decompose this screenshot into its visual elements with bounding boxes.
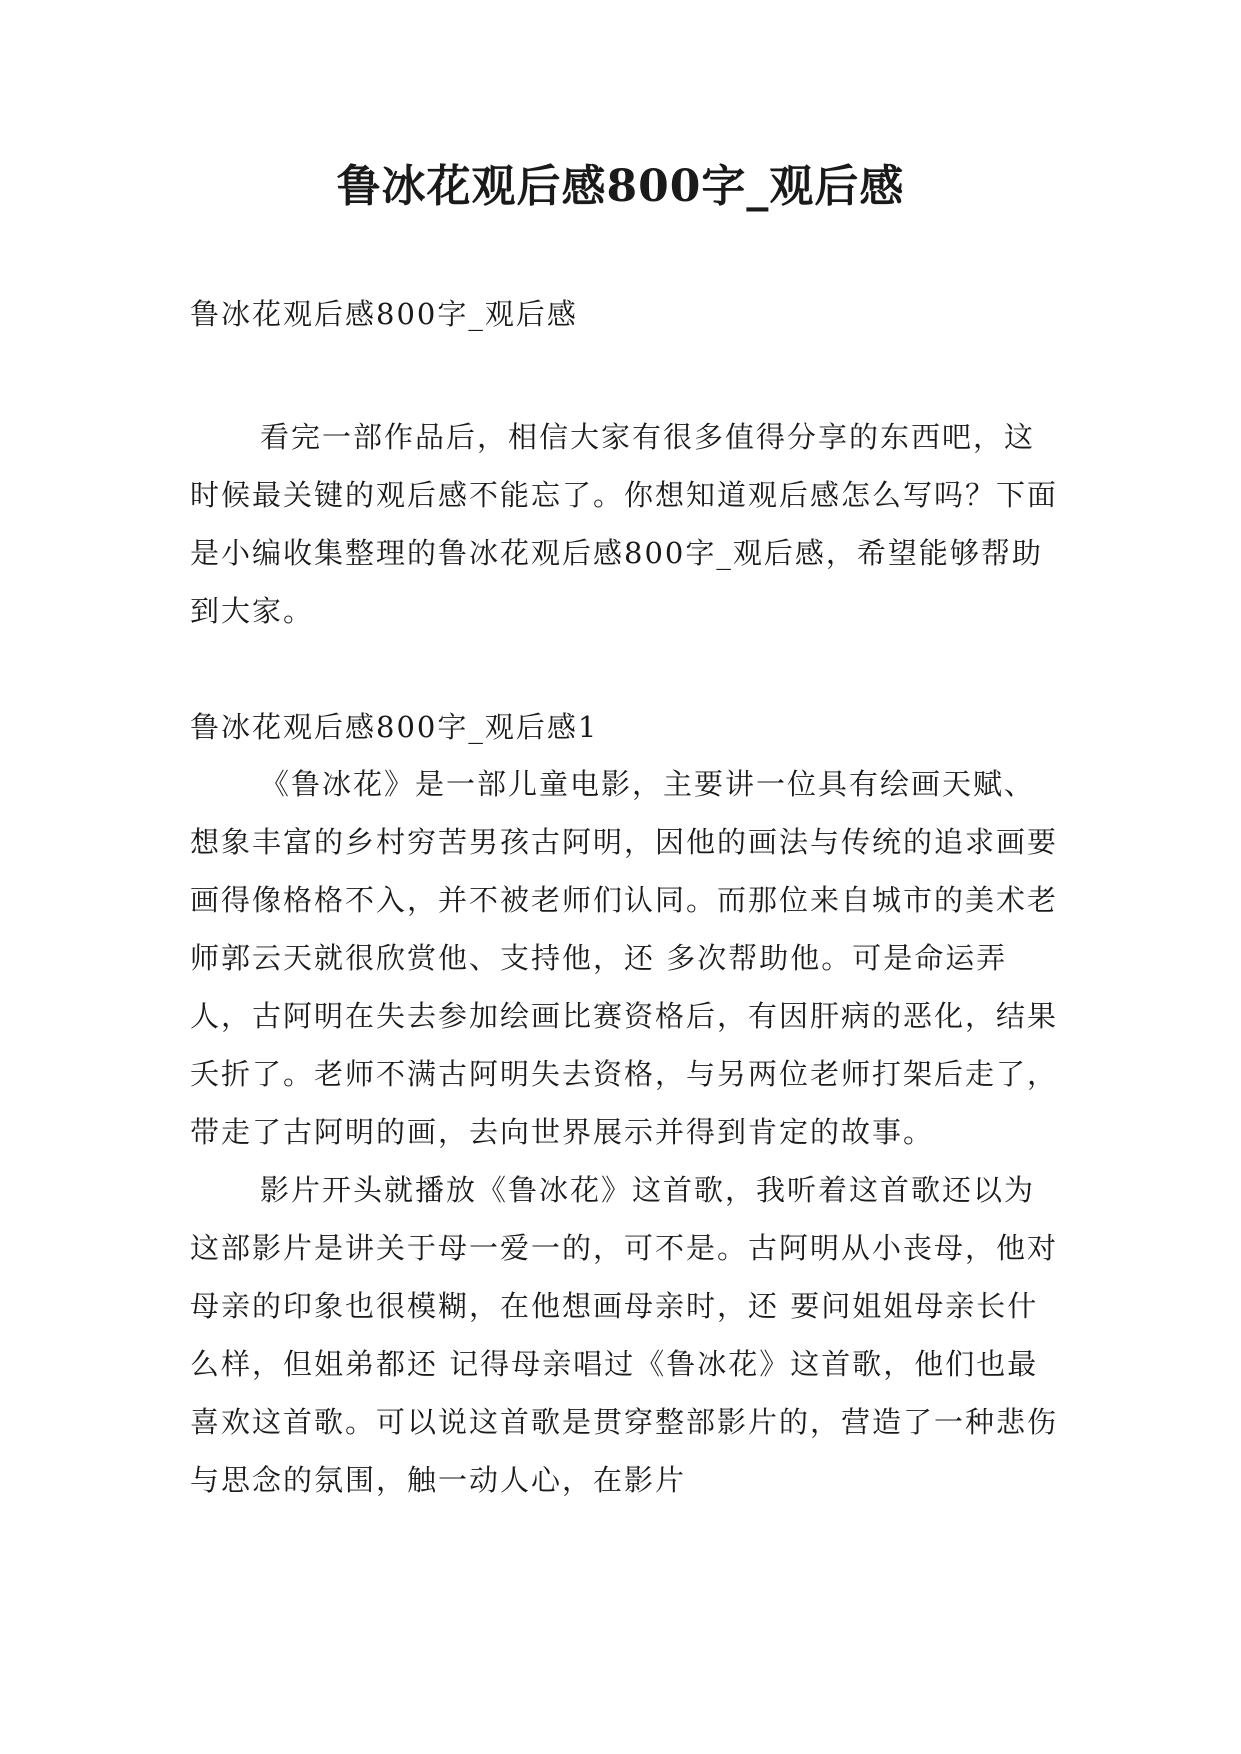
intro-paragraph: 看完一部作品后，相信大家有很多值得分享的东西吧，这时候最关键的观后感不能忘了。你想知道观后感怎么写吗？下面是小编收集整理的鲁冰花观后感800字_观后感，希望能够帮助到大家。: [190, 420, 1059, 628]
document-subtitle: 鲁冰花观后感800字_观后感: [190, 297, 578, 331]
body-paragraph-2: 影片开头就播放《鲁冰花》这首歌，我听着这首歌还以为这部影片是讲关于母一爱一的，可不是。古阿明从小丧母，他对母亲的印象也很模糊，在他想画母亲时，还 要问姐姐母亲长什么样，但姐弟都还 记得母亲唱过《鲁冰花》这首歌，他们也最喜欢这首歌。可以说这首歌是贯穿整部影片的，营造了一种悲伤与思念的氛围，触一动人心，在影片: [190, 1173, 1059, 1497]
body-paragraph-1: 《鲁冰花》是一部儿童电影，主要讲一位具有绘画天赋、想象丰富的乡村穷苦男孩古阿明，因他的画法与传统的追求画要画得像格格不入，并不被老师们认同。而那位来自城市的美术老师郭云天就很欣赏他、支持他，还 多次帮助他。可是命运弄人，古阿明在失去参加绘画比赛资格后，有因肝病的恶化，结果夭折了。老师不满古阿明失去资格，与另两位老师打架后走了，带走了古阿明的画，去向世界展示并得到肯定的故事。: [190, 767, 1059, 1149]
section-heading: 鲁冰花观后感800字_观后感1: [190, 710, 599, 744]
section-body: [190, 755, 1060, 1509]
document-title: 鲁冰花观后感800字_观后感: [336, 161, 905, 212]
